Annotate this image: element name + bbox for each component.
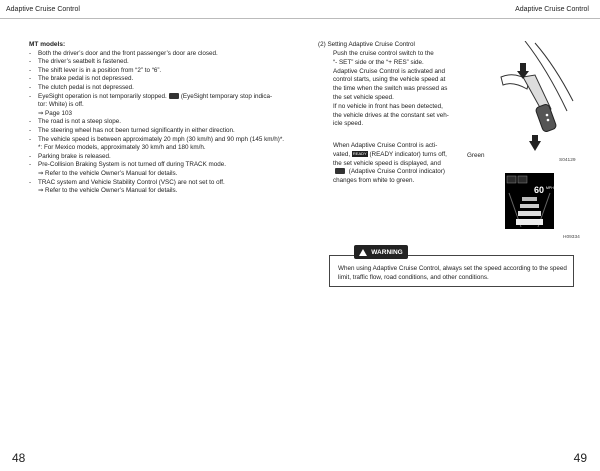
page-number-right: 49: [573, 451, 587, 465]
set-speed-display: 60: [534, 185, 545, 195]
figure-code: H09334: [563, 235, 580, 240]
list-item: - The brake pedal is not depressed.: [29, 75, 134, 83]
list-item: - The driver’s seatbelt is fastened.: [29, 58, 129, 66]
list-item: - The steering wheel has not been turned significantly in either direction.: [29, 126, 235, 134]
list-item: - Pre-Collision Braking System is not turned off during TRACK mode.: [29, 161, 227, 169]
eyesight-cont: tor: White) is off.: [38, 101, 84, 109]
list-item: - The vehicle speed is between approximately 20 mph (30 km/h) and 90 mph (145 km/h)*.: [29, 135, 285, 143]
owner-manual-ref: ⇒ Refer to the vehicle Owner’s Manual for details.: [38, 169, 178, 177]
warning-text: When using Adaptive Cruise Control, always set the speed according to the speed limit, traffic flow, road conditions, and other conditions.: [338, 265, 567, 281]
mexico-note: *: For Mexico models, approximately 30 km/h and 180 km/h.: [38, 144, 206, 152]
left-column: [29, 41, 299, 196]
ready-indicator-icon: READY: [352, 150, 367, 156]
list-item-eyesight: - EyeSight operation is not temporarily stopped. (EyeSight temporary stop indica-: [29, 92, 273, 100]
page-reference: ⇒ Page 103: [38, 109, 72, 117]
activated-paragraph: When Adaptive Cruise Control is acti- vated, READY (READY indicator) turns off, the set vehicle speed is displayed, and (Adaptive Cruise Control indicator) changes from white to green.: [333, 142, 447, 185]
figure-code: S04129: [559, 158, 576, 163]
cruise-lever-figure: [495, 41, 575, 151]
list-item: - The clutch pedal is not depressed.: [29, 83, 134, 91]
eyesight-stop-icon: [169, 93, 179, 99]
list-item: - Both the driver’s door and the front passenger’s door are closed.: [29, 49, 218, 57]
header-right: Adaptive Cruise Control: [515, 6, 589, 13]
header-rule: [0, 18, 600, 19]
header-left: Adaptive Cruise Control: [6, 6, 80, 13]
list-item: - Parking brake is released.: [29, 152, 111, 160]
section-title: (2) Setting Adaptive Cruise Control: [318, 41, 415, 48]
warning-icon: [359, 249, 367, 256]
list-item: - TRAC system and Vehicle Stability Control (VSC) are not set to off.: [29, 178, 225, 186]
list-item: - The road is not a steep slope.: [29, 118, 121, 126]
list-item: - The shift lever is in a position from “2” to “6”.: [29, 66, 162, 74]
green-label: Green: [467, 152, 485, 159]
warning-heading: WARNING: [354, 245, 408, 259]
acc-indicator-icon: [335, 168, 345, 174]
setting-paragraph: Push the cruise control switch to the “- SET” side or the “+ RES” side. Adaptive Cruise Control is activated and control starts, using the vehicle speed at the time when the switch was pressed as the set vehicle speed. If no vehicle in front has been detected, the vehicle drives at the constant set veh- icle speed.: [333, 50, 449, 128]
speed-unit: MPH: [546, 186, 554, 190]
mt-models-title: MT models:: [29, 41, 66, 48]
meter-display-figure: [505, 173, 554, 229]
page-number-left: 48: [12, 451, 26, 465]
owner-manual-ref: ⇒ Refer to the vehicle Owner’s Manual for details.: [38, 187, 178, 195]
